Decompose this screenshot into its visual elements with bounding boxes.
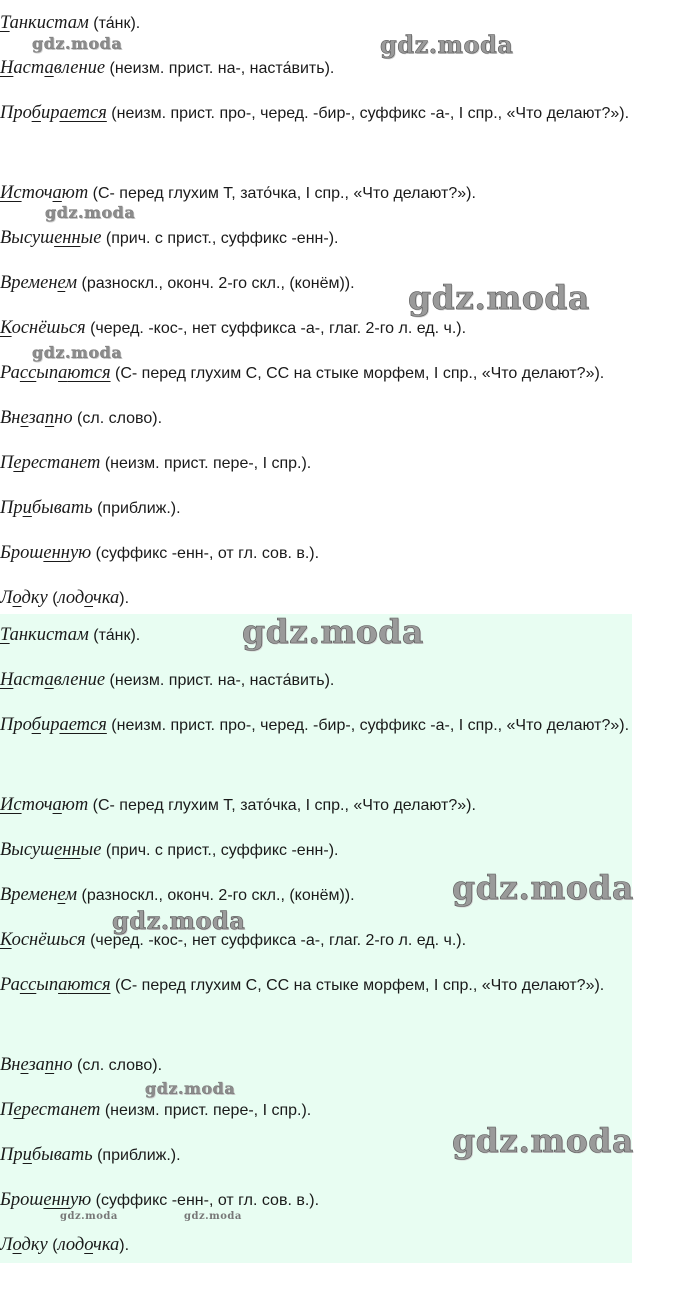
entry-note: (приближ.). xyxy=(92,500,181,517)
word-part: но xyxy=(54,408,73,428)
word-part: точ xyxy=(21,183,53,203)
entry-a-10 xyxy=(0,445,672,482)
word-part-underlined: е xyxy=(57,885,66,905)
entry-note: (суффикс -енн-, от гл. сов. в.). xyxy=(91,545,320,562)
word-part-underlined: ются xyxy=(67,975,111,995)
word-part: ып xyxy=(36,975,59,995)
word-part-underlined: п xyxy=(44,1055,55,1075)
watermark-logo: gdz.moda xyxy=(32,34,123,53)
word-part-underlined: К xyxy=(0,930,12,950)
word-part: П xyxy=(0,1100,14,1120)
word-part-underlined: Ис xyxy=(0,795,22,815)
word-part: за xyxy=(28,1055,45,1075)
word-part: но xyxy=(54,1055,73,1075)
word-part-underlined: е xyxy=(13,453,22,473)
word-part: точ xyxy=(21,795,53,815)
word-part-underlined: енн xyxy=(43,1190,70,1210)
word-part: Пр xyxy=(0,1145,23,1165)
word-part-underlined: и xyxy=(22,498,32,518)
entry-b-13 xyxy=(0,1227,672,1264)
word-part-underlined: о xyxy=(84,588,94,608)
word-part-underlined: а xyxy=(44,58,54,78)
word-part: ую xyxy=(69,543,92,563)
word-part: Про xyxy=(0,103,32,123)
entry-note: ( xyxy=(47,590,58,607)
watermark-logo: gdz.moda xyxy=(452,868,634,907)
word-part: лод xyxy=(57,1235,85,1255)
entry-b-5 xyxy=(0,832,672,869)
entry-note: ( xyxy=(47,1237,58,1254)
entry-note: (суффикс -енн-, от гл. сов. в.). xyxy=(91,1192,320,1209)
entry-note: (С- перед глухим Т, зато́чка, I спр., «Что делают?»). xyxy=(88,797,476,814)
entry-note: (разноскл., оконч. 2-го скл., (конём)). xyxy=(77,275,355,292)
watermark-logo: gdz.moda xyxy=(32,343,123,362)
word-part: оснёшься xyxy=(11,318,86,338)
entry-note: (С- перед глухим С, СС на стыке морфем, I спр., «Что делают?»). xyxy=(110,977,605,994)
entry-note: (черед. -кос-, нет суффикса -а-, глаг. 2-го л. ед. ч.). xyxy=(85,320,467,337)
entry-note: (С- перед глухим С, СС на стыке морфем, I спр., «Что делают?»). xyxy=(110,365,605,382)
watermark-logo: gdz.moda xyxy=(112,906,246,935)
word-part: Брош xyxy=(0,1190,44,1210)
word-part-underlined: е xyxy=(20,1055,29,1075)
watermark-logo: gdz.moda xyxy=(45,203,136,222)
word-part-underlined: ается xyxy=(59,715,107,735)
word-part: Времен xyxy=(0,885,58,905)
word-part-underlined: а xyxy=(52,795,62,815)
word-part: чка xyxy=(93,1235,120,1255)
word-part: Л xyxy=(0,588,13,608)
word-part-underlined: Ис xyxy=(0,183,22,203)
entry-note: (С- перед глухим Т, зато́чка, I спр., «Что делают?»). xyxy=(88,185,476,202)
entry-a-11 xyxy=(0,490,672,527)
entry-note: (неизм. прист. про-, черед. -бир-, суффикс -а-, I спр., «Что делают?»). xyxy=(106,717,630,734)
word-part: Л xyxy=(0,1235,13,1255)
word-part: вление xyxy=(53,670,106,690)
entry-a-12 xyxy=(0,535,672,572)
word-part: дку xyxy=(21,588,48,608)
word-part: Высуш xyxy=(0,228,55,248)
word-part-underlined: б xyxy=(31,715,41,735)
word-part: Ра xyxy=(0,975,20,995)
word-part-underlined: о xyxy=(12,1235,22,1255)
word-part: бывать xyxy=(31,1145,93,1165)
word-part: вление xyxy=(53,58,106,78)
word-part-underlined: о xyxy=(12,588,22,608)
word-part-underlined: Н xyxy=(0,670,14,690)
word-part: аст xyxy=(13,58,45,78)
word-part: анкистам xyxy=(9,13,89,33)
word-part: Про xyxy=(0,715,32,735)
word-part: рестанет xyxy=(21,453,101,473)
word-part: бывать xyxy=(31,498,93,518)
entry-note: (сл. слово). xyxy=(72,410,163,427)
word-part: за xyxy=(28,408,45,428)
entry-a-9 xyxy=(0,400,672,437)
word-part-underlined: сс xyxy=(19,975,37,995)
word-part: ют xyxy=(61,795,89,815)
watermark-logo: gdz.moda xyxy=(184,1211,242,1222)
word-part: Вн xyxy=(0,408,21,428)
entry-a-5 xyxy=(0,220,672,257)
word-part-underlined: Т xyxy=(0,625,10,645)
word-part-underlined: а xyxy=(44,670,54,690)
word-part-underlined: е xyxy=(57,273,66,293)
watermark-logo: gdz.moda xyxy=(60,1211,118,1222)
word-part: оснёшься xyxy=(11,930,86,950)
word-part: ып xyxy=(36,363,59,383)
word-part: ые xyxy=(80,228,102,248)
word-part: ир xyxy=(40,715,60,735)
word-part: Ра xyxy=(0,363,20,383)
entry-note: (неизм. прист. пере-, I спр.). xyxy=(100,1102,312,1119)
entry-a-3 xyxy=(0,95,672,132)
word-part-underlined: а xyxy=(58,975,68,995)
word-part: ые xyxy=(80,840,102,860)
entry-note: (разноскл., оконч. 2-го скл., (конём)). xyxy=(77,887,355,904)
word-part-underlined: енн xyxy=(54,228,81,248)
entry-note: (прич. с прист., суффикс -енн-). xyxy=(101,230,339,247)
word-part: Времен xyxy=(0,273,58,293)
word-part: Брош xyxy=(0,543,44,563)
word-part: ют xyxy=(61,183,89,203)
word-part: м xyxy=(65,273,78,293)
entry-b-7 xyxy=(0,922,672,959)
entry-note: (черед. -кос-, нет суффикса -а-, глаг. 2-го л. ед. ч.). xyxy=(85,932,467,949)
word-part-underlined: б xyxy=(31,103,41,123)
entry-note: (приближ.). xyxy=(92,1147,181,1164)
entry-note: ). xyxy=(119,1237,130,1254)
word-part-underlined: а xyxy=(52,183,62,203)
word-part-underlined: а xyxy=(58,363,68,383)
word-part: П xyxy=(0,453,14,473)
word-part: ир xyxy=(40,103,60,123)
watermark-logo: gdz.moda xyxy=(408,278,590,317)
word-part-underlined: о xyxy=(84,1235,94,1255)
entry-note: (неизм. прист. на-, наста́вить). xyxy=(105,60,335,77)
word-part: м xyxy=(65,885,78,905)
word-part-underlined: ются xyxy=(67,363,111,383)
word-part-underlined: Т xyxy=(0,13,10,33)
watermark-logo: gdz.moda xyxy=(242,612,424,651)
word-part: Высуш xyxy=(0,840,55,860)
watermark-logo: gdz.moda xyxy=(380,30,514,59)
word-part: анкистам xyxy=(9,625,89,645)
entry-note: (сл. слово). xyxy=(72,1057,163,1074)
word-part-underlined: К xyxy=(0,318,12,338)
word-part: аст xyxy=(13,670,45,690)
word-part: Вн xyxy=(0,1055,21,1075)
entry-note: ). xyxy=(119,590,130,607)
entry-a-2 xyxy=(0,50,672,87)
word-part-underlined: п xyxy=(44,408,55,428)
entry-note: (неизм. прист. на-, наста́вить). xyxy=(105,672,335,689)
word-part: рестанет xyxy=(21,1100,101,1120)
entry-note: (та́нк). xyxy=(88,627,141,644)
word-part: ую xyxy=(69,1190,92,1210)
word-part-underlined: е xyxy=(20,408,29,428)
entry-b-2 xyxy=(0,662,672,699)
entry-note: (неизм. прист. про-, черед. -бир-, суффикс -а-, I спр., «Что делают?»). xyxy=(106,105,630,122)
watermark-logo: gdz.moda xyxy=(452,1121,634,1160)
word-part-underlined: и xyxy=(22,1145,32,1165)
entry-b-9 xyxy=(0,1047,672,1084)
word-part-underlined: Н xyxy=(0,58,14,78)
word-part: чка xyxy=(93,588,120,608)
word-part: лод xyxy=(57,588,85,608)
word-part: дку xyxy=(21,1235,48,1255)
entry-b-8 xyxy=(0,967,672,1004)
watermark-logo: gdz.moda xyxy=(145,1079,236,1098)
entry-note: (та́нк). xyxy=(88,15,141,32)
word-part-underlined: енн xyxy=(54,840,81,860)
entry-note: (прич. с прист., суффикс -енн-). xyxy=(101,842,339,859)
word-part-underlined: е xyxy=(13,1100,22,1120)
entry-b-3 xyxy=(0,707,672,744)
word-part: Пр xyxy=(0,498,23,518)
word-part-underlined: енн xyxy=(43,543,70,563)
word-part-underlined: сс xyxy=(19,363,37,383)
word-part-underlined: ается xyxy=(59,103,107,123)
entry-b-4 xyxy=(0,787,672,824)
entry-note: (неизм. прист. пере-, I спр.). xyxy=(100,455,312,472)
